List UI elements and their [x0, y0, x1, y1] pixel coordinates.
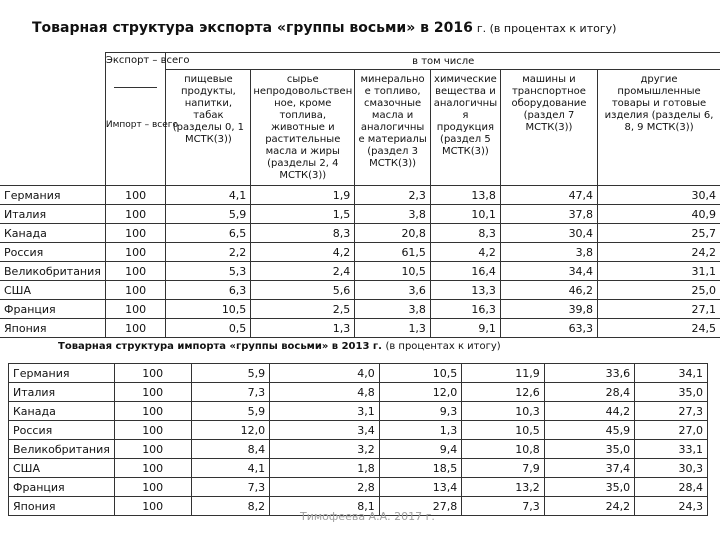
country-cell: Великобритания [0, 262, 105, 281]
value-cell: 1,5 [251, 205, 355, 224]
value-cell: 5,9 [191, 364, 270, 383]
export-import-total-header [105, 53, 190, 186]
col-header-other-goods: другие промышленные товары и готовые изделия (разделы 6, 8, 9 МСТК(3)) [598, 70, 720, 186]
value-cell: 10,3 [462, 402, 545, 421]
value-cell: 3,4 [270, 421, 380, 440]
value-cell: 24,5 [598, 319, 720, 338]
value-cell: 13,4 [379, 478, 462, 497]
country-cell: Италия [9, 383, 115, 402]
table-row [9, 421, 708, 440]
value-cell: 10,5 [462, 421, 545, 440]
value-cell: 7,3 [462, 497, 545, 516]
value-cell: 3,8 [355, 300, 431, 319]
table-row [9, 459, 708, 478]
value-cell: 5,6 [251, 281, 355, 300]
value-cell: 24,3 [635, 497, 708, 516]
import-title-main: Товарная структура импорта «группы восьми» в 2013 г. [58, 341, 382, 352]
total-cell: 100 [105, 281, 166, 300]
value-cell: 4,0 [270, 364, 380, 383]
value-cell: 8,4 [191, 440, 270, 459]
value-cell: 44,2 [544, 402, 634, 421]
value-cell: 7,9 [462, 459, 545, 478]
including-header: в том числе [166, 53, 720, 70]
table-row [0, 262, 720, 281]
value-cell: 10,5 [166, 300, 251, 319]
value-cell: 2,8 [270, 478, 380, 497]
country-cell: США [0, 281, 105, 300]
value-cell: 34,4 [500, 262, 597, 281]
table-row [0, 300, 720, 319]
value-cell: 9,4 [379, 440, 462, 459]
col-header-machinery: машины и транспортное оборудование (раздел 7 МСТК(3)) [500, 70, 597, 186]
value-cell: 30,4 [598, 186, 720, 205]
value-cell: 8,1 [270, 497, 380, 516]
total-cell: 100 [105, 243, 166, 262]
value-cell: 33,1 [635, 440, 708, 459]
col-header-raw-materials: сырье непродовольствен ное, кроме топлива, животные и растительные масла и жиры (разделы 2, 4 МСТК(3)) [251, 70, 355, 186]
value-cell: 4,2 [430, 243, 500, 262]
value-cell: 4,2 [251, 243, 355, 262]
total-cell: 100 [114, 421, 191, 440]
value-cell: 12,0 [379, 383, 462, 402]
total-cell: 100 [114, 497, 191, 516]
col-header-chemicals: химические вещества и аналогичны я продукция (раздел 5 МСТК(3)) [430, 70, 500, 186]
country-cell: Германия [0, 186, 105, 205]
value-cell: 2,4 [251, 262, 355, 281]
total-cell: 100 [114, 459, 191, 478]
value-cell: 13,8 [430, 186, 500, 205]
value-cell: 6,3 [166, 281, 251, 300]
table-row [9, 440, 708, 459]
value-cell: 31,1 [598, 262, 720, 281]
country-cell: Россия [9, 421, 115, 440]
col-header-food: пищевые продукты, напитки, табак (разделы 0, 1 МСТК(3)) [166, 70, 251, 186]
country-cell: Франция [9, 478, 115, 497]
table-row [0, 319, 720, 338]
value-cell: 7,3 [191, 478, 270, 497]
value-cell: 5,9 [166, 205, 251, 224]
table-row [0, 186, 720, 205]
value-cell: 39,8 [500, 300, 597, 319]
value-cell: 61,5 [355, 243, 431, 262]
value-cell: 24,2 [598, 243, 720, 262]
value-cell: 33,6 [544, 364, 634, 383]
total-cell: 100 [105, 186, 166, 205]
total-cell: 100 [105, 205, 166, 224]
value-cell: 3,2 [270, 440, 380, 459]
value-cell: 16,4 [430, 262, 500, 281]
value-cell: 13,2 [462, 478, 545, 497]
total-cell: 100 [114, 402, 191, 421]
import-table-title [58, 341, 501, 352]
value-cell: 3,8 [355, 205, 431, 224]
country-cell: Италия [0, 205, 105, 224]
table-row [0, 224, 720, 243]
table-row [9, 478, 708, 497]
value-cell: 8,3 [251, 224, 355, 243]
value-cell: 63,3 [500, 319, 597, 338]
value-cell: 27,3 [635, 402, 708, 421]
value-cell: 18,5 [379, 459, 462, 478]
value-cell: 27,0 [635, 421, 708, 440]
value-cell: 0,5 [166, 319, 251, 338]
value-cell: 20,8 [355, 224, 431, 243]
value-cell: 9,1 [430, 319, 500, 338]
country-cell: Франция [0, 300, 105, 319]
total-cell: 100 [114, 440, 191, 459]
value-cell: 4,1 [166, 186, 251, 205]
value-cell: 9,3 [379, 402, 462, 421]
value-cell: 2,5 [251, 300, 355, 319]
export-title-main: Товарная структура экспорта «группы восьми» в 2016 [32, 20, 473, 36]
value-cell: 45,9 [544, 421, 634, 440]
value-cell: 24,2 [544, 497, 634, 516]
table-row [0, 243, 720, 262]
value-cell: 13,3 [430, 281, 500, 300]
value-cell: 6,5 [166, 224, 251, 243]
value-cell: 46,2 [500, 281, 597, 300]
value-cell: 28,4 [635, 478, 708, 497]
total-cell: 100 [105, 224, 166, 243]
value-cell: 35,0 [544, 440, 634, 459]
table-row [0, 205, 720, 224]
value-cell: 2,3 [355, 186, 431, 205]
value-cell: 4,1 [191, 459, 270, 478]
total-cell: 100 [105, 262, 166, 281]
table-row [9, 364, 708, 383]
header-empty-cell [0, 53, 105, 186]
value-cell: 1,9 [251, 186, 355, 205]
value-cell: 34,1 [635, 364, 708, 383]
value-cell: 35,0 [635, 383, 708, 402]
value-cell: 37,4 [544, 459, 634, 478]
value-cell: 30,4 [500, 224, 597, 243]
value-cell: 12,6 [462, 383, 545, 402]
import-title-unit: (в процентах к итогу) [385, 341, 501, 352]
col-header-mineral-fuel: минерально е топливо, смазочные масла и аналогичны е материалы (раздел 3 МСТК(3)) [355, 70, 431, 186]
value-cell: 2,2 [166, 243, 251, 262]
value-cell: 30,3 [635, 459, 708, 478]
value-cell: 27,8 [379, 497, 462, 516]
value-cell: 12,0 [191, 421, 270, 440]
value-cell: 10,5 [355, 262, 431, 281]
country-cell: Канада [0, 224, 105, 243]
value-cell: 3,1 [270, 402, 380, 421]
header-divider [114, 87, 158, 88]
value-cell: 1,8 [270, 459, 380, 478]
country-cell: Япония [0, 319, 105, 338]
country-cell: Россия [0, 243, 105, 262]
value-cell: 10,5 [379, 364, 462, 383]
value-cell: 5,3 [166, 262, 251, 281]
total-cell: 100 [114, 478, 191, 497]
value-cell: 10,1 [430, 205, 500, 224]
value-cell: 3,8 [500, 243, 597, 262]
total-cell: 100 [114, 383, 191, 402]
table-row [9, 383, 708, 402]
value-cell: 10,8 [462, 440, 545, 459]
value-cell: 40,9 [598, 205, 720, 224]
country-cell: Германия [9, 364, 115, 383]
value-cell: 25,7 [598, 224, 720, 243]
country-cell: Канада [9, 402, 115, 421]
total-cell: 100 [105, 319, 166, 338]
table-row [0, 281, 720, 300]
export-structure-table [0, 52, 720, 338]
export-table-title [32, 20, 616, 36]
value-cell: 8,2 [191, 497, 270, 516]
value-cell: 16,3 [430, 300, 500, 319]
value-cell: 1,3 [251, 319, 355, 338]
value-cell: 5,9 [191, 402, 270, 421]
value-cell: 11,9 [462, 364, 545, 383]
export-total-label: Экспорт – всего [105, 55, 190, 66]
value-cell: 35,0 [544, 478, 634, 497]
value-cell: 4,8 [270, 383, 380, 402]
value-cell: 3,6 [355, 281, 431, 300]
value-cell: 8,3 [430, 224, 500, 243]
total-cell: 100 [114, 364, 191, 383]
value-cell: 28,4 [544, 383, 634, 402]
value-cell: 7,3 [191, 383, 270, 402]
country-cell: Великобритания [9, 440, 115, 459]
value-cell: 1,3 [379, 421, 462, 440]
total-cell: 100 [105, 300, 166, 319]
export-title-unit: г. (в процентах к итогу) [476, 22, 617, 35]
value-cell: 1,3 [355, 319, 431, 338]
value-cell: 37,8 [500, 205, 597, 224]
import-total-label: Импорт – всего [105, 120, 179, 130]
import-structure-table [8, 363, 708, 516]
value-cell: 25,0 [598, 281, 720, 300]
export-header-row-1 [0, 53, 720, 70]
country-cell: США [9, 459, 115, 478]
value-cell: 27,1 [598, 300, 720, 319]
table-row [9, 402, 708, 421]
country-cell: Япония [9, 497, 115, 516]
value-cell: 47,4 [500, 186, 597, 205]
author-footer: Тимофеева А.А. 2017 г. [300, 510, 435, 523]
